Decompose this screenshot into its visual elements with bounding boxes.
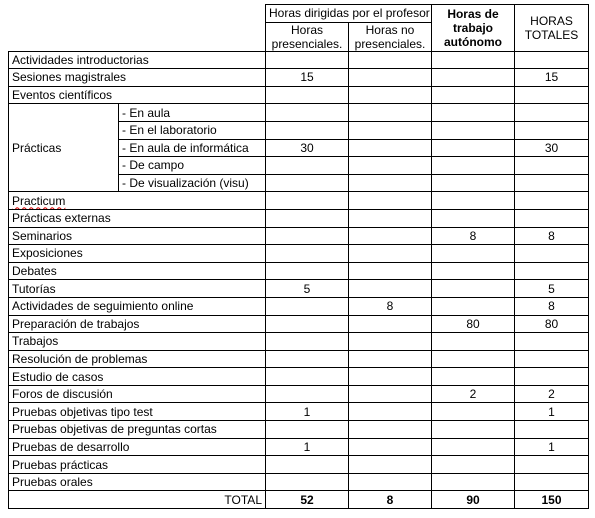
cell-auto	[432, 157, 515, 175]
total-row	[9, 491, 589, 509]
row-label	[9, 315, 266, 333]
cell-auto	[432, 245, 515, 263]
cell-nopres	[349, 69, 432, 87]
cell-total: 15	[515, 69, 589, 87]
cell-auto	[432, 51, 515, 69]
cell-nopres	[349, 403, 432, 421]
cell-pres	[266, 121, 349, 139]
table-row	[9, 438, 589, 456]
row-label	[9, 51, 266, 69]
cell-total: 1	[515, 403, 589, 421]
row-label-text: Pruebas objetivas tipo test	[12, 404, 153, 419]
cell-nopres	[349, 473, 432, 491]
cell-pres	[266, 192, 349, 210]
cell-nopres	[349, 385, 432, 403]
cell-nopres	[349, 350, 432, 368]
cell-auto: 8	[432, 227, 515, 245]
cell-nopres	[349, 139, 432, 157]
row-label: - En el laboratorio	[119, 121, 266, 139]
cell-pres	[266, 86, 349, 104]
row-label	[9, 209, 266, 227]
cell-pres	[266, 157, 349, 175]
table-row	[9, 333, 589, 351]
hours-table-body	[9, 5, 589, 509]
row-label	[9, 473, 266, 491]
cell-auto	[432, 350, 515, 368]
cell-auto	[432, 192, 515, 210]
row-label: - En aula	[119, 104, 266, 122]
row-label: - De campo	[119, 157, 266, 175]
cell-total	[515, 192, 589, 210]
row-label	[9, 403, 266, 421]
cell-auto	[432, 456, 515, 474]
row-label	[9, 245, 266, 263]
cell-nopres: 8	[349, 297, 432, 315]
row-label-text: Pruebas orales	[12, 475, 93, 490]
cell-nopres	[349, 174, 432, 192]
table-row	[9, 280, 589, 298]
row-label	[9, 69, 266, 87]
cell-total	[515, 421, 589, 439]
cell-auto	[432, 368, 515, 386]
row-label: - De visualización (visu)	[119, 174, 266, 192]
cell-pres	[266, 174, 349, 192]
table-row	[9, 86, 589, 104]
row-label-text: Seminarios	[12, 228, 73, 243]
cell-auto: 2	[432, 385, 515, 403]
cell-pres	[266, 333, 349, 351]
cell-nopres	[349, 227, 432, 245]
table-row	[9, 421, 589, 439]
row-label-text: Pruebas prácticas	[12, 457, 109, 472]
row-label-text: Trabajos	[12, 334, 59, 349]
cell-pres: 1	[266, 438, 349, 456]
total-label: TOTAL	[9, 491, 266, 509]
cell-pres	[266, 227, 349, 245]
row-label-text: Prácticas externas	[12, 211, 111, 226]
cell-nopres	[349, 280, 432, 298]
cell-nopres	[349, 456, 432, 474]
cell-nopres	[349, 209, 432, 227]
row-label	[9, 262, 266, 280]
cell-auto	[432, 69, 515, 87]
header-horas-dirigidas: Horas dirigidas por el profesor	[266, 5, 432, 23]
table-row	[9, 368, 589, 386]
table-row	[9, 245, 589, 263]
cell-auto: 80	[432, 315, 515, 333]
cell-total: 1	[515, 438, 589, 456]
row-label-text: Debates	[12, 264, 57, 279]
cell-total	[515, 368, 589, 386]
cell-total: 5	[515, 280, 589, 298]
table-row	[9, 473, 589, 491]
row-label	[9, 385, 266, 403]
row-label-text: Resolución de problemas	[12, 351, 148, 366]
cell-total: 30	[515, 139, 589, 157]
total-total: 150	[515, 491, 589, 509]
row-label	[9, 350, 266, 368]
cell-auto	[432, 104, 515, 122]
cell-total	[515, 104, 589, 122]
cell-auto	[432, 473, 515, 491]
row-label	[9, 333, 266, 351]
header-blank-cell	[9, 5, 266, 52]
header-no-presenciales	[349, 22, 432, 51]
row-label-text: Exposiciones	[12, 246, 83, 261]
header-trabajo-autonomo-text: Horas de trabajo autónomo	[444, 6, 502, 49]
cell-total: 8	[515, 297, 589, 315]
header-row-1	[9, 5, 589, 23]
cell-pres	[266, 421, 349, 439]
cell-nopres	[349, 315, 432, 333]
cell-auto	[432, 280, 515, 298]
table-row	[9, 385, 589, 403]
cell-total	[515, 121, 589, 139]
header-presenciales	[266, 22, 349, 51]
row-label	[9, 192, 266, 210]
header-presenciales-text: Horas presenciales.	[271, 22, 343, 51]
row-label	[9, 86, 266, 104]
cell-pres	[266, 51, 349, 69]
cell-auto	[432, 139, 515, 157]
cell-pres	[266, 104, 349, 122]
header-horas-totales-text: HORAS TOTALES	[524, 13, 579, 42]
cell-total	[515, 174, 589, 192]
table-row	[9, 209, 589, 227]
cell-auto	[432, 403, 515, 421]
cell-total: 80	[515, 315, 589, 333]
header-horas-totales	[515, 5, 589, 52]
cell-total: 8	[515, 227, 589, 245]
cell-auto	[432, 209, 515, 227]
cell-total	[515, 157, 589, 175]
table-row	[9, 315, 589, 333]
row-label	[9, 280, 266, 298]
cell-total	[515, 86, 589, 104]
table-row	[9, 403, 589, 421]
row-label-text: Sesiones magistrales	[12, 70, 127, 85]
row-label-text: Foros de discusión	[12, 387, 113, 402]
header-trabajo-autonomo	[432, 5, 515, 52]
cell-total	[515, 51, 589, 69]
cell-pres	[266, 209, 349, 227]
cell-total	[515, 245, 589, 263]
cell-total	[515, 209, 589, 227]
practicas-group-label: Prácticas	[9, 104, 119, 192]
row-label-text: Tutorías	[12, 281, 56, 296]
total-pres: 52	[266, 491, 349, 509]
table-row	[9, 51, 589, 69]
table-row	[9, 262, 589, 280]
cell-nopres	[349, 438, 432, 456]
row-label-text: Pruebas objetivas de preguntas cortas	[12, 422, 217, 437]
hours-table	[8, 4, 589, 509]
table-row	[9, 350, 589, 368]
table-row	[9, 69, 589, 87]
row-label	[9, 456, 266, 474]
row-label-text: Eventos científicos	[12, 88, 113, 103]
cell-pres	[266, 350, 349, 368]
cell-pres: 5	[266, 280, 349, 298]
cell-pres	[266, 315, 349, 333]
cell-nopres	[349, 121, 432, 139]
table-row	[9, 227, 589, 245]
cell-nopres	[349, 421, 432, 439]
cell-nopres	[349, 192, 432, 210]
cell-pres	[266, 297, 349, 315]
cell-auto	[432, 86, 515, 104]
row-label	[9, 421, 266, 439]
cell-pres	[266, 385, 349, 403]
cell-pres	[266, 262, 349, 280]
header-no-presenciales-text: Horas no presenciales.	[354, 22, 426, 51]
row-label-text: Actividades introductorias	[12, 52, 149, 67]
cell-total: 2	[515, 385, 589, 403]
total-auto: 90	[432, 491, 515, 509]
row-label	[9, 227, 266, 245]
table-row	[9, 456, 589, 474]
cell-auto	[432, 438, 515, 456]
cell-auto	[432, 262, 515, 280]
row-label: - En aula de informática	[119, 139, 266, 157]
cell-pres: 1	[266, 403, 349, 421]
cell-pres	[266, 245, 349, 263]
cell-auto	[432, 297, 515, 315]
cell-total	[515, 456, 589, 474]
cell-total	[515, 473, 589, 491]
cell-pres: 30	[266, 139, 349, 157]
row-label	[9, 297, 266, 315]
row-label-text: Actividades de seguimiento online	[12, 299, 194, 314]
table-row	[9, 192, 589, 210]
cell-auto	[432, 421, 515, 439]
table-row	[9, 104, 589, 122]
hours-table-container	[8, 4, 589, 509]
cell-pres: 15	[266, 69, 349, 87]
cell-auto	[432, 121, 515, 139]
table-row	[9, 297, 589, 315]
row-label-text: Pruebas de desarrollo	[12, 439, 130, 454]
cell-nopres	[349, 157, 432, 175]
cell-total	[515, 350, 589, 368]
cell-nopres	[349, 262, 432, 280]
row-label-text: Estudio de casos	[12, 369, 104, 384]
cell-total	[515, 262, 589, 280]
cell-pres	[266, 456, 349, 474]
cell-nopres	[349, 104, 432, 122]
cell-auto	[432, 174, 515, 192]
cell-nopres	[349, 51, 432, 69]
cell-nopres	[349, 86, 432, 104]
cell-nopres	[349, 333, 432, 351]
cell-nopres	[349, 245, 432, 263]
total-nopres: 8	[349, 491, 432, 509]
cell-total	[515, 333, 589, 351]
cell-nopres	[349, 368, 432, 386]
cell-pres	[266, 473, 349, 491]
cell-pres	[266, 368, 349, 386]
row-label	[9, 368, 266, 386]
row-label	[9, 438, 266, 456]
row-label-text: Preparación de trabajos	[12, 316, 140, 331]
row-label-text: Practicum	[12, 193, 66, 208]
cell-auto	[432, 333, 515, 351]
